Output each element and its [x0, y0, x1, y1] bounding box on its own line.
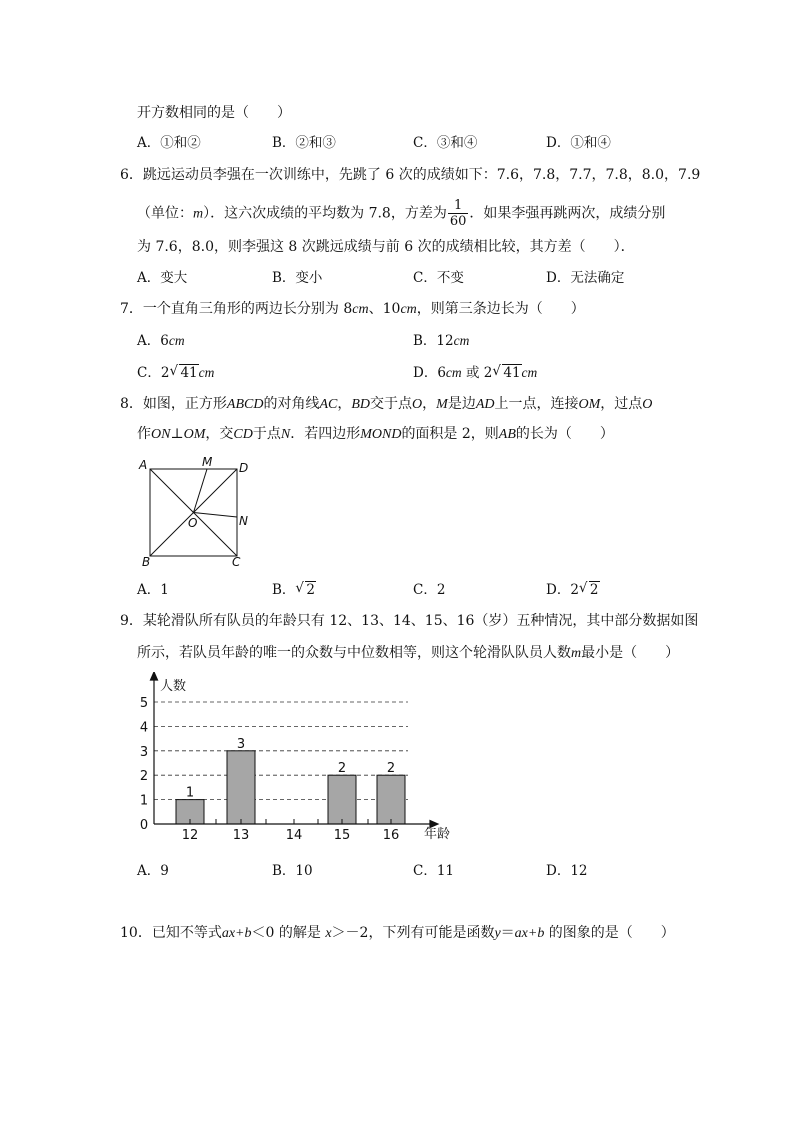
- y-tick-label: 1: [139, 793, 149, 809]
- q6-option-d[interactable]: D．无法确定: [546, 270, 625, 286]
- q8-option-c[interactable]: C．2: [413, 582, 446, 598]
- q7-option-a[interactable]: A．6cm: [137, 333, 185, 349]
- q9-line2: 所示，若队员年龄的唯一的众数与中位数相等，则这个轮滑队队员人数m最小是（ ）: [137, 645, 680, 661]
- y-axis-arrow: [151, 672, 158, 680]
- sqrt-41: √ 41: [169, 363, 198, 381]
- y-axis-label: 人数: [160, 679, 187, 694]
- y-tick-label: 2: [139, 769, 149, 785]
- q6-option-c[interactable]: C．不变: [413, 270, 464, 286]
- y-tick-label: 0: [139, 818, 149, 833]
- q7-option-d[interactable]: D．6cm 或 2 √ 41cm: [413, 363, 538, 381]
- y-tick-label: 3: [139, 744, 149, 760]
- q7-option-c[interactable]: C．2 √ 41cm: [137, 363, 215, 381]
- y-tick-label: 5: [139, 696, 149, 711]
- q8-option-b[interactable]: B． √ 2: [272, 580, 316, 598]
- x-tick-label: 12: [181, 828, 199, 843]
- data-label: 2: [386, 761, 396, 777]
- q8-option-d[interactable]: D．2 √ 2: [546, 580, 599, 598]
- variance-fraction: $\frac{1}{60}$: [449, 198, 467, 229]
- q5-option-c[interactable]: C．③和④: [413, 135, 478, 151]
- x-axis-label: 年龄: [423, 827, 451, 842]
- segment-on: [194, 513, 238, 518]
- data-label: 3: [236, 736, 246, 752]
- q7-option-b[interactable]: B．12cm: [413, 333, 470, 349]
- q8-option-a[interactable]: A．1: [137, 582, 169, 598]
- q8-line2: 作ON⊥OM，交CD于点N．若四边形MOND的面积是 2，则AB的长为（ ）: [137, 426, 614, 442]
- label-a: A: [139, 458, 148, 472]
- y-tick-label: 4: [139, 720, 149, 736]
- q6-line1: 6．跳远运动员李强在一次训练中，先跳了 6 次的成绩如下：7.6，7.8，7.7，7.8，8.0，7.9: [120, 167, 701, 183]
- q6-line2: （单位：m）．这六次成绩的平均数为 7.8，方差为 $\frac{1}{60}$ ．如果李强再跳两次，成绩分别: [137, 198, 666, 229]
- q5-continuation: 开方数相同的是（ ）: [137, 105, 291, 121]
- q9-option-b[interactable]: B．10: [272, 863, 313, 879]
- data-label: 2: [337, 761, 347, 777]
- sqrt-41: √ 41: [492, 363, 521, 381]
- label-d: D: [239, 461, 249, 475]
- q9-option-c[interactable]: C．11: [413, 863, 455, 879]
- q5-option-a[interactable]: A．①和②: [137, 135, 201, 151]
- x-tick-label: 15: [333, 828, 351, 843]
- x-tick-label: 13: [232, 828, 250, 843]
- x-tick-label: 16: [382, 828, 400, 843]
- q9-line1: 9．某轮滑队所有队员的年龄只有 12、13、14、15、16（岁）五种情况，其中部分数据如图: [120, 613, 699, 629]
- bar: [377, 775, 405, 824]
- square-diagram: [130, 452, 260, 572]
- age-bar-chart: [138, 672, 458, 848]
- bar: [328, 775, 356, 824]
- q8-line1: 8．如图，正方形ABCD的对角线AC，BD交于点O，M是边AD上一点，连接OM，过点O: [120, 396, 653, 412]
- label-b: B: [142, 555, 151, 569]
- sqrt-2: √ 2: [295, 580, 316, 598]
- x-tick-label: 14: [285, 828, 303, 843]
- q6-option-b[interactable]: B．变小: [272, 270, 323, 286]
- q5-option-d[interactable]: D．①和④: [546, 135, 611, 151]
- data-label: 1: [185, 785, 195, 801]
- q6-line3: 为 7.6，8.0，则李强这 8 次跳远成绩与前 6 次的成绩相比较，其方差（ ）．: [137, 239, 635, 255]
- q10-stem: 10．已知不等式ax+b＜0 的解是 x＞－2，下列有可能是函数y＝ax+b 的图象的是（ ）: [120, 925, 675, 941]
- q9-option-a[interactable]: A．9: [137, 863, 169, 879]
- q6-option-a[interactable]: A．变大: [137, 270, 188, 286]
- bar: [227, 751, 255, 824]
- label-m: M: [202, 455, 213, 469]
- label-o: O: [188, 516, 198, 530]
- q7-stem: 7．一个直角三角形的两边长分别为 8cm、10cm，则第三条边长为（ ）: [120, 301, 585, 317]
- q5-option-b[interactable]: B．②和③: [272, 135, 336, 151]
- q9-option-d[interactable]: D．12: [546, 863, 588, 879]
- sqrt-2: √ 2: [578, 580, 599, 598]
- label-c: C: [232, 555, 241, 569]
- label-n: N: [239, 514, 248, 528]
